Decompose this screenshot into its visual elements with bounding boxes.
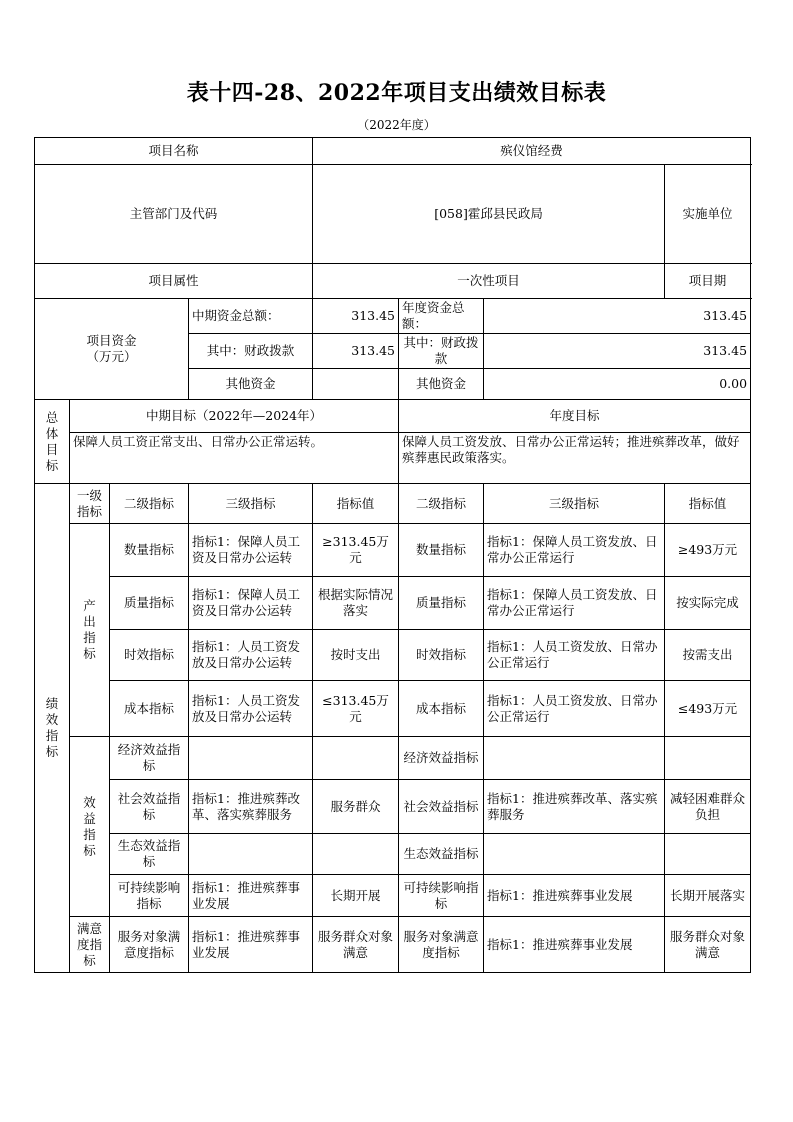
annual-goal-text: 保障人员工资发放、日常办公正常运转；推进殡葬改革，做好殡葬惠民政策落实。 (399, 433, 751, 484)
row-funds-total (35, 299, 751, 334)
level2-cell: 数量指标 (110, 524, 189, 577)
level3b-cell (484, 834, 665, 875)
mid-other-label: 其他资金 (189, 369, 313, 400)
level3b-cell: 指标1：人员工资发放、日常办公正常运行 (484, 681, 665, 737)
performance-indicator-label: 绩 效 指 标 (35, 484, 70, 973)
level3b-header: 三级指标 (484, 484, 665, 524)
dept-value: [058]霍邱县民政局 (313, 165, 665, 264)
level2b-cell: 数量指标 (399, 524, 484, 577)
value-cell: ≤313.45万元 (313, 681, 399, 737)
level2b-cell: 时效指标 (399, 630, 484, 681)
level3b-cell: 指标1：推进殡葬改革、落实殡葬服务 (484, 780, 665, 834)
table-row (35, 577, 751, 630)
level2-cell: 可持续影响指标 (110, 875, 189, 917)
level2b-cell: 可持续影响指标 (399, 875, 484, 917)
annual-goal-header: 年度目标 (399, 400, 751, 433)
level2-header: 二级指标 (110, 484, 189, 524)
satisfaction-indicator-label: 满意 度指 标 (70, 917, 110, 973)
level3-cell: 指标1：保障人员工资及日常办公运转 (189, 577, 313, 630)
level3-cell: 指标1：人员工资发放及日常办公运转 (189, 630, 313, 681)
output-indicator-label: 产 出 指 标 (70, 524, 110, 737)
attr-label: 项目属性 (35, 264, 313, 299)
level2-cell: 成本指标 (110, 681, 189, 737)
mid-total-value: 313.45 (313, 299, 399, 334)
level3b-cell: 指标1：保障人员工资发放、日常办公正常运行 (484, 524, 665, 577)
row-goals-header (35, 400, 751, 433)
value-cell: 服务群众 (313, 780, 399, 834)
level2b-cell: 社会效益指标 (399, 780, 484, 834)
valueb-cell (665, 737, 751, 780)
level1-header: 一级 指标 (70, 484, 110, 524)
project-name-label: 项目名称 (35, 138, 313, 165)
valueb-cell: 服务群众对象满意 (665, 917, 751, 973)
level2b-header: 二级指标 (399, 484, 484, 524)
annual-fiscal-value: 313.45 (484, 334, 751, 369)
valueb-cell: 长期开展落实 (665, 875, 751, 917)
mid-goal-header: 中期目标（2022年—2024年） (70, 400, 399, 433)
level3-cell: 指标1：推进殡葬事业发展 (189, 917, 313, 973)
valueb-cell: 按实际完成 (665, 577, 751, 630)
value-cell: 长期开展 (313, 875, 399, 917)
table-row (35, 780, 751, 834)
valueb-cell: 按需支出 (665, 630, 751, 681)
value-cell: 根据实际情况落实 (313, 577, 399, 630)
page-subtitle: （2022年度） (357, 118, 436, 132)
level3-cell: 指标1：推进殡葬改革、落实殡葬服务 (189, 780, 313, 834)
level2-cell: 生态效益指标 (110, 834, 189, 875)
value-cell (313, 834, 399, 875)
project-name-value: 殡仪馆经费 (313, 138, 751, 165)
mid-goal-text: 保障人员工资正常支出、日常办公正常运转。 (70, 433, 399, 484)
table-row (35, 834, 751, 875)
mid-other-value (313, 369, 399, 400)
dept-label: 主管部门及代码 (35, 165, 313, 264)
level3b-cell: 指标1：保障人员工资发放、日常办公正常运行 (484, 577, 665, 630)
row-indicator-header (35, 484, 751, 524)
mid-fiscal-label: 其中：财政拨款 (189, 334, 313, 369)
value-cell: 服务群众对象满意 (313, 917, 399, 973)
valueb-cell (665, 834, 751, 875)
level2-cell: 时效指标 (110, 630, 189, 681)
impl-unit-label: 实施单位 (665, 165, 751, 264)
level3-header: 三级指标 (189, 484, 313, 524)
row-attribute (35, 264, 751, 299)
row-department (35, 165, 751, 264)
performance-table (34, 137, 751, 973)
level2b-cell: 服务对象满意度指标 (399, 917, 484, 973)
value-cell: ≥313.45万元 (313, 524, 399, 577)
level3-cell (189, 737, 313, 780)
table-row (35, 917, 751, 973)
value-header: 指标值 (313, 484, 399, 524)
level2b-cell: 生态效益指标 (399, 834, 484, 875)
mid-fiscal-value: 313.45 (313, 334, 399, 369)
level3-cell: 指标1：推进殡葬事业发展 (189, 875, 313, 917)
period-label: 项目期 (665, 264, 751, 299)
annual-fiscal-label: 其中：财政拨款 (399, 334, 484, 369)
level3-cell (189, 834, 313, 875)
page-title: 表十四-28、2022年项目支出绩效目标表 (186, 80, 607, 106)
valueb-cell: 减轻困难群众负担 (665, 780, 751, 834)
value-cell (313, 737, 399, 780)
annual-other-label: 其他资金 (399, 369, 484, 400)
benefit-indicator-label: 效 益 指 标 (70, 737, 110, 917)
funds-label: 项目资金 （万元） (35, 299, 189, 400)
table-row (35, 524, 751, 577)
mid-total-label: 中期资金总额： (189, 299, 313, 334)
level3b-cell: 指标1：推进殡葬事业发展 (484, 917, 665, 973)
row-project-name (35, 138, 751, 165)
annual-other-value: 0.00 (484, 369, 751, 400)
level2b-cell: 成本指标 (399, 681, 484, 737)
table-row (35, 681, 751, 737)
level2-cell: 社会效益指标 (110, 780, 189, 834)
annual-total-value: 313.45 (484, 299, 751, 334)
level3-cell: 指标1：保障人员工资及日常办公运转 (189, 524, 313, 577)
table-row (35, 875, 751, 917)
level2b-cell: 质量指标 (399, 577, 484, 630)
valueb-cell: ≥493万元 (665, 524, 751, 577)
level3b-cell (484, 737, 665, 780)
level3b-cell: 指标1：人员工资发放、日常办公正常运行 (484, 630, 665, 681)
table-row (35, 737, 751, 780)
level3-cell: 指标1：人员工资发放及日常办公运转 (189, 681, 313, 737)
attr-value: 一次性项目 (313, 264, 665, 299)
overall-goal-label: 总 体 目 标 (35, 400, 70, 484)
annual-total-label: 年度资金总额： (399, 299, 484, 334)
valueb-cell: ≤493万元 (665, 681, 751, 737)
level3b-cell: 指标1：推进殡葬事业发展 (484, 875, 665, 917)
row-goals-text (35, 433, 751, 484)
table-row (35, 630, 751, 681)
level2-cell: 质量指标 (110, 577, 189, 630)
value-cell: 按时支出 (313, 630, 399, 681)
level2-cell: 经济效益指标 (110, 737, 189, 780)
level2b-cell: 经济效益指标 (399, 737, 484, 780)
valueb-header: 指标值 (665, 484, 751, 524)
level2-cell: 服务对象满意度指标 (110, 917, 189, 973)
